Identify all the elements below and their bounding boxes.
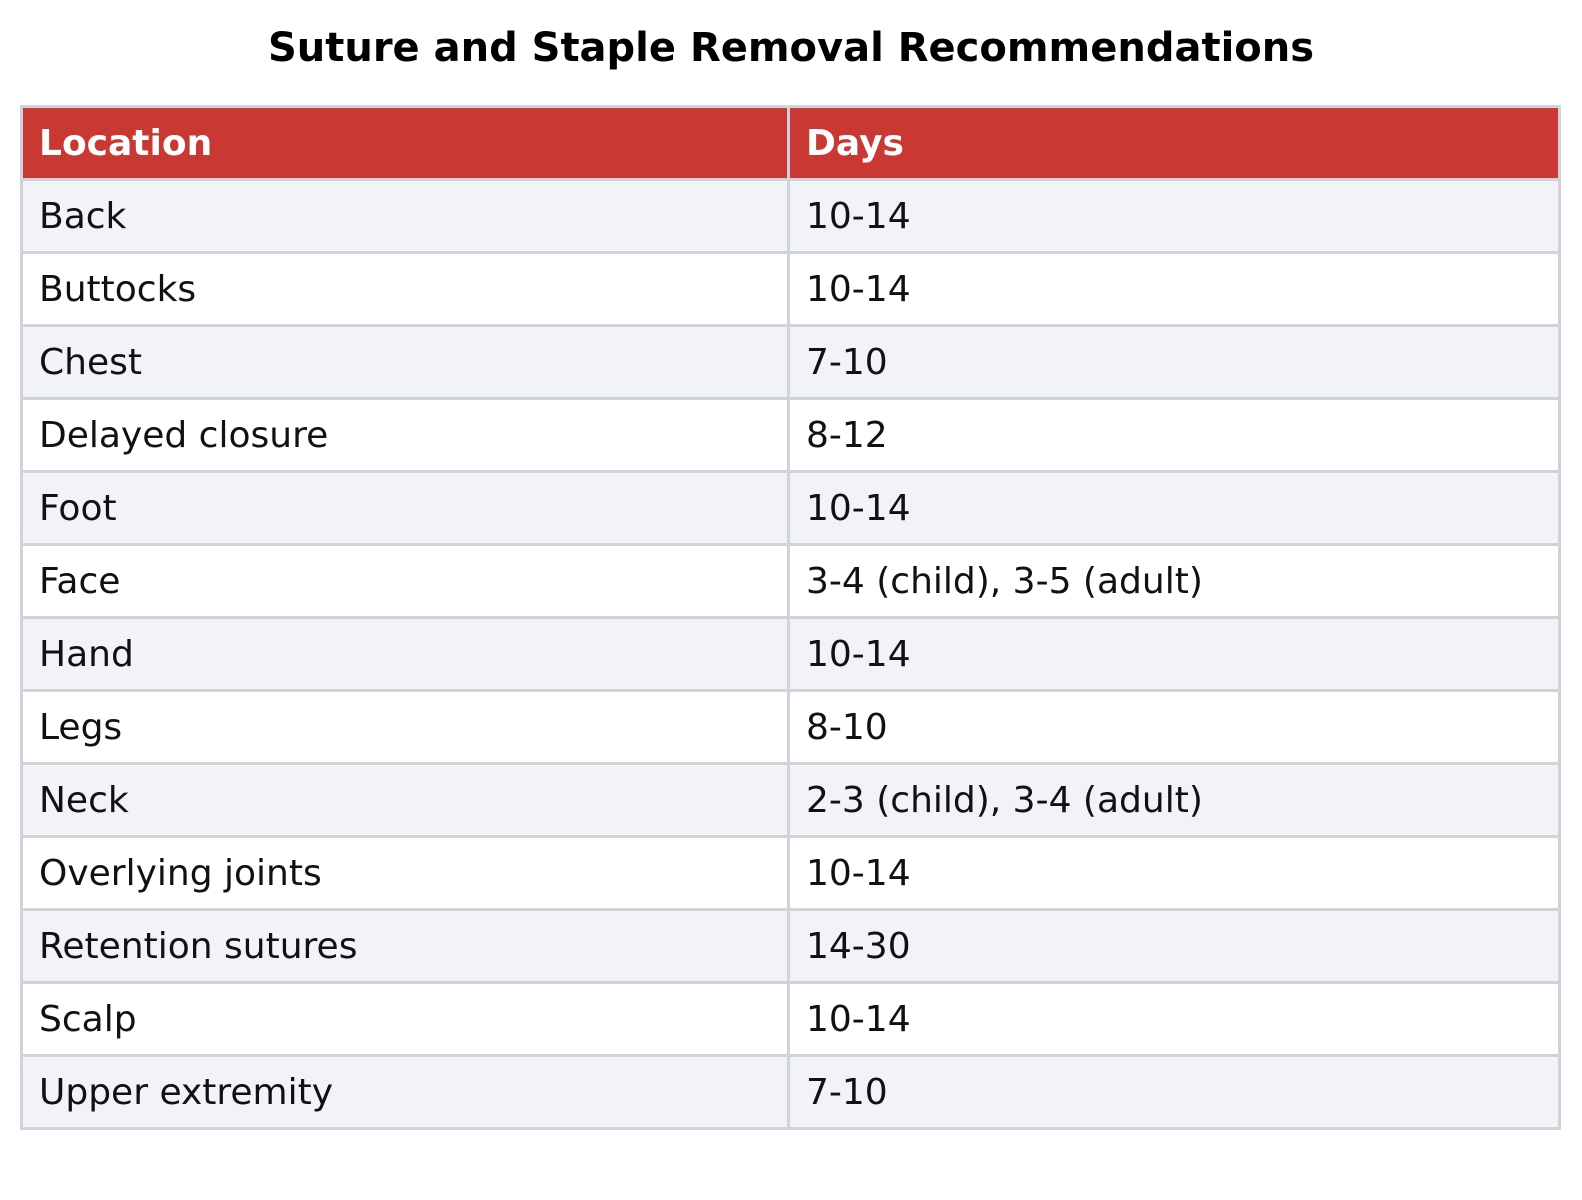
location-cell: Delayed closure (22, 399, 789, 472)
table-row (22, 691, 1560, 764)
table-row (22, 472, 1560, 545)
table-row (22, 618, 1560, 691)
days-cell: 10-14 (789, 253, 1560, 326)
page-title: Suture and Staple Removal Recommendations (267, 25, 1315, 71)
column-header-days: Days (789, 107, 1560, 180)
location-cell: Chest (22, 326, 789, 399)
location-cell: Overlying joints (22, 837, 789, 910)
table-row (22, 1056, 1560, 1129)
days-cell: 8-10 (789, 691, 1560, 764)
table-row (22, 983, 1560, 1056)
table-row (22, 180, 1560, 253)
table-header (22, 107, 1560, 180)
table-body (22, 180, 1560, 1129)
days-cell: 3-4 (child), 3-5 (adult) (789, 545, 1560, 618)
suture-removal-table (20, 105, 1561, 1130)
location-cell: Back (22, 180, 789, 253)
header-row (22, 107, 1560, 180)
location-cell: Buttocks (22, 253, 789, 326)
days-cell: 10-14 (789, 983, 1560, 1056)
days-cell: 7-10 (789, 1056, 1560, 1129)
days-cell: 7-10 (789, 326, 1560, 399)
location-cell: Scalp (22, 983, 789, 1056)
days-cell: 8-12 (789, 399, 1560, 472)
days-cell: 10-14 (789, 618, 1560, 691)
days-cell: 10-14 (789, 472, 1560, 545)
location-cell: Legs (22, 691, 789, 764)
table-row (22, 399, 1560, 472)
table-row (22, 253, 1560, 326)
location-cell: Hand (22, 618, 789, 691)
location-cell: Face (22, 545, 789, 618)
days-cell: 14-30 (789, 910, 1560, 983)
table-row (22, 545, 1560, 618)
table-row (22, 326, 1560, 399)
location-cell: Foot (22, 472, 789, 545)
table-row (22, 764, 1560, 837)
location-cell: Neck (22, 764, 789, 837)
days-cell: 10-14 (789, 180, 1560, 253)
table-row (22, 910, 1560, 983)
location-cell: Upper extremity (22, 1056, 789, 1129)
location-cell: Retention sutures (22, 910, 789, 983)
table-row (22, 837, 1560, 910)
column-header-location: Location (22, 107, 789, 180)
days-cell: 10-14 (789, 837, 1560, 910)
days-cell: 2-3 (child), 3-4 (adult) (789, 764, 1560, 837)
